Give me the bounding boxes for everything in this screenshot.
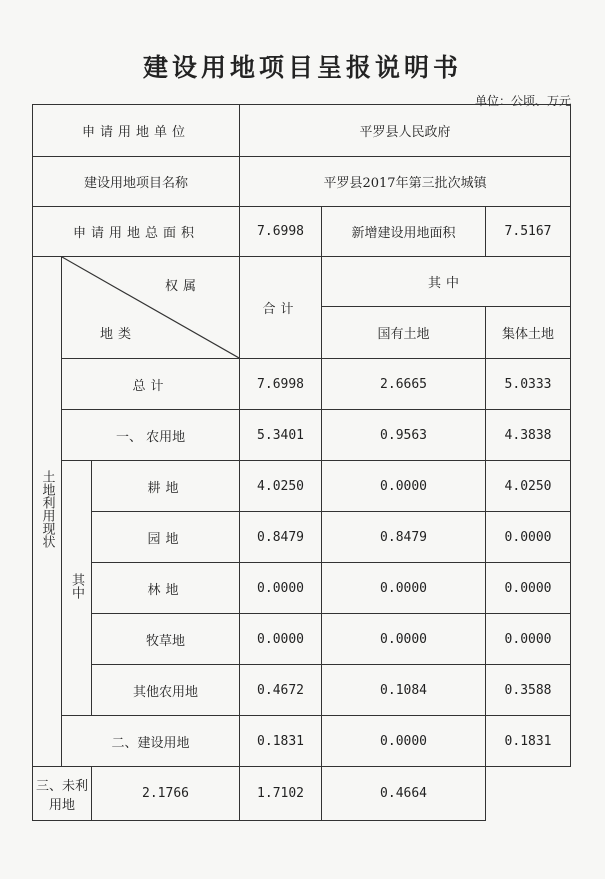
row-state: 0.0000 bbox=[322, 716, 486, 767]
sub-label: 其中 bbox=[69, 572, 84, 599]
row-collective: 0.0000 bbox=[486, 563, 571, 614]
row-collective: 0.4664 bbox=[322, 767, 486, 821]
row-total: 0.4672 bbox=[240, 665, 322, 716]
table-row bbox=[33, 716, 571, 767]
sub-label-cell bbox=[62, 461, 92, 716]
side-label-cell bbox=[33, 257, 62, 767]
collective-land-header: 集体土地 bbox=[486, 307, 571, 359]
diagonal-line bbox=[62, 257, 239, 358]
row-label: 耕地 bbox=[92, 461, 240, 512]
row-label: 其他农用地 bbox=[92, 665, 240, 716]
row-state: 0.1084 bbox=[322, 665, 486, 716]
table-row bbox=[33, 461, 571, 512]
total-area-label: 申请用地总面积 bbox=[33, 207, 240, 257]
applicant-label: 申请用地单位 bbox=[33, 105, 240, 157]
row-total: 0.8479 bbox=[240, 512, 322, 563]
new-area-value: 7.5167 bbox=[486, 207, 571, 257]
row-label: 二、建设用地 bbox=[62, 716, 240, 767]
row-state: 0.8479 bbox=[322, 512, 486, 563]
state-land-header: 国有土地 bbox=[322, 307, 486, 359]
document-title: 建设用地项目呈报说明书 bbox=[142, 53, 462, 82]
header-row-1 bbox=[33, 257, 571, 307]
row-collective: 4.0250 bbox=[486, 461, 571, 512]
side-label: 土地利用现状 bbox=[39, 470, 55, 548]
row-total: 7.6998 bbox=[240, 359, 322, 410]
row-collective: 4.3838 bbox=[486, 410, 571, 461]
total-area-value: 7.6998 bbox=[240, 207, 322, 257]
row-state: 0.0000 bbox=[322, 614, 486, 665]
row-label: 园地 bbox=[92, 512, 240, 563]
table-row bbox=[33, 410, 571, 461]
table-row bbox=[33, 665, 571, 716]
row-label: 牧草地 bbox=[92, 614, 240, 665]
unit-note: 单位：公顷、万元 bbox=[474, 94, 571, 108]
total-header: 合计 bbox=[240, 257, 322, 359]
row-collective: 0.1831 bbox=[486, 716, 571, 767]
new-area-label: 新增建设用地面积 bbox=[322, 207, 486, 257]
applicant-value: 平罗县人民政府 bbox=[240, 105, 571, 157]
row-collective: 5.0333 bbox=[486, 359, 571, 410]
table-row bbox=[33, 563, 571, 614]
table-row bbox=[33, 614, 571, 665]
project-label: 建设用地项目名称 bbox=[33, 157, 240, 207]
project-value: 平罗县2017年第三批次城镇 bbox=[240, 157, 571, 207]
row-total: 0.0000 bbox=[240, 563, 322, 614]
row-collective: 0.0000 bbox=[486, 614, 571, 665]
ownership-label: 权属 bbox=[165, 279, 202, 294]
row-state: 0.9563 bbox=[322, 410, 486, 461]
row-label: 三、未利用地 bbox=[33, 767, 92, 821]
project-row bbox=[33, 157, 571, 207]
table-row bbox=[33, 359, 571, 410]
diagonal-header-cell bbox=[62, 257, 240, 359]
land-use-table bbox=[32, 104, 571, 821]
row-total: 4.0250 bbox=[240, 461, 322, 512]
row-state: 1.7102 bbox=[240, 767, 322, 821]
row-total: 5.3401 bbox=[240, 410, 322, 461]
row-state: 0.0000 bbox=[322, 563, 486, 614]
row-total: 0.1831 bbox=[240, 716, 322, 767]
row-label: 总计 bbox=[62, 359, 240, 410]
of-which-header: 其中 bbox=[322, 257, 571, 307]
row-collective: 0.3588 bbox=[486, 665, 571, 716]
table-row bbox=[33, 767, 571, 821]
row-state: 2.6665 bbox=[322, 359, 486, 410]
area-row bbox=[33, 207, 571, 257]
table-row bbox=[33, 512, 571, 563]
row-total: 0.0000 bbox=[240, 614, 322, 665]
row-label: 一、 农用地 bbox=[62, 410, 240, 461]
row-total: 2.1766 bbox=[92, 767, 240, 821]
row-state: 0.0000 bbox=[322, 461, 486, 512]
row-collective: 0.0000 bbox=[486, 512, 571, 563]
applicant-row bbox=[33, 105, 571, 157]
land-type-label: 地类 bbox=[100, 327, 137, 342]
row-label: 林地 bbox=[92, 563, 240, 614]
